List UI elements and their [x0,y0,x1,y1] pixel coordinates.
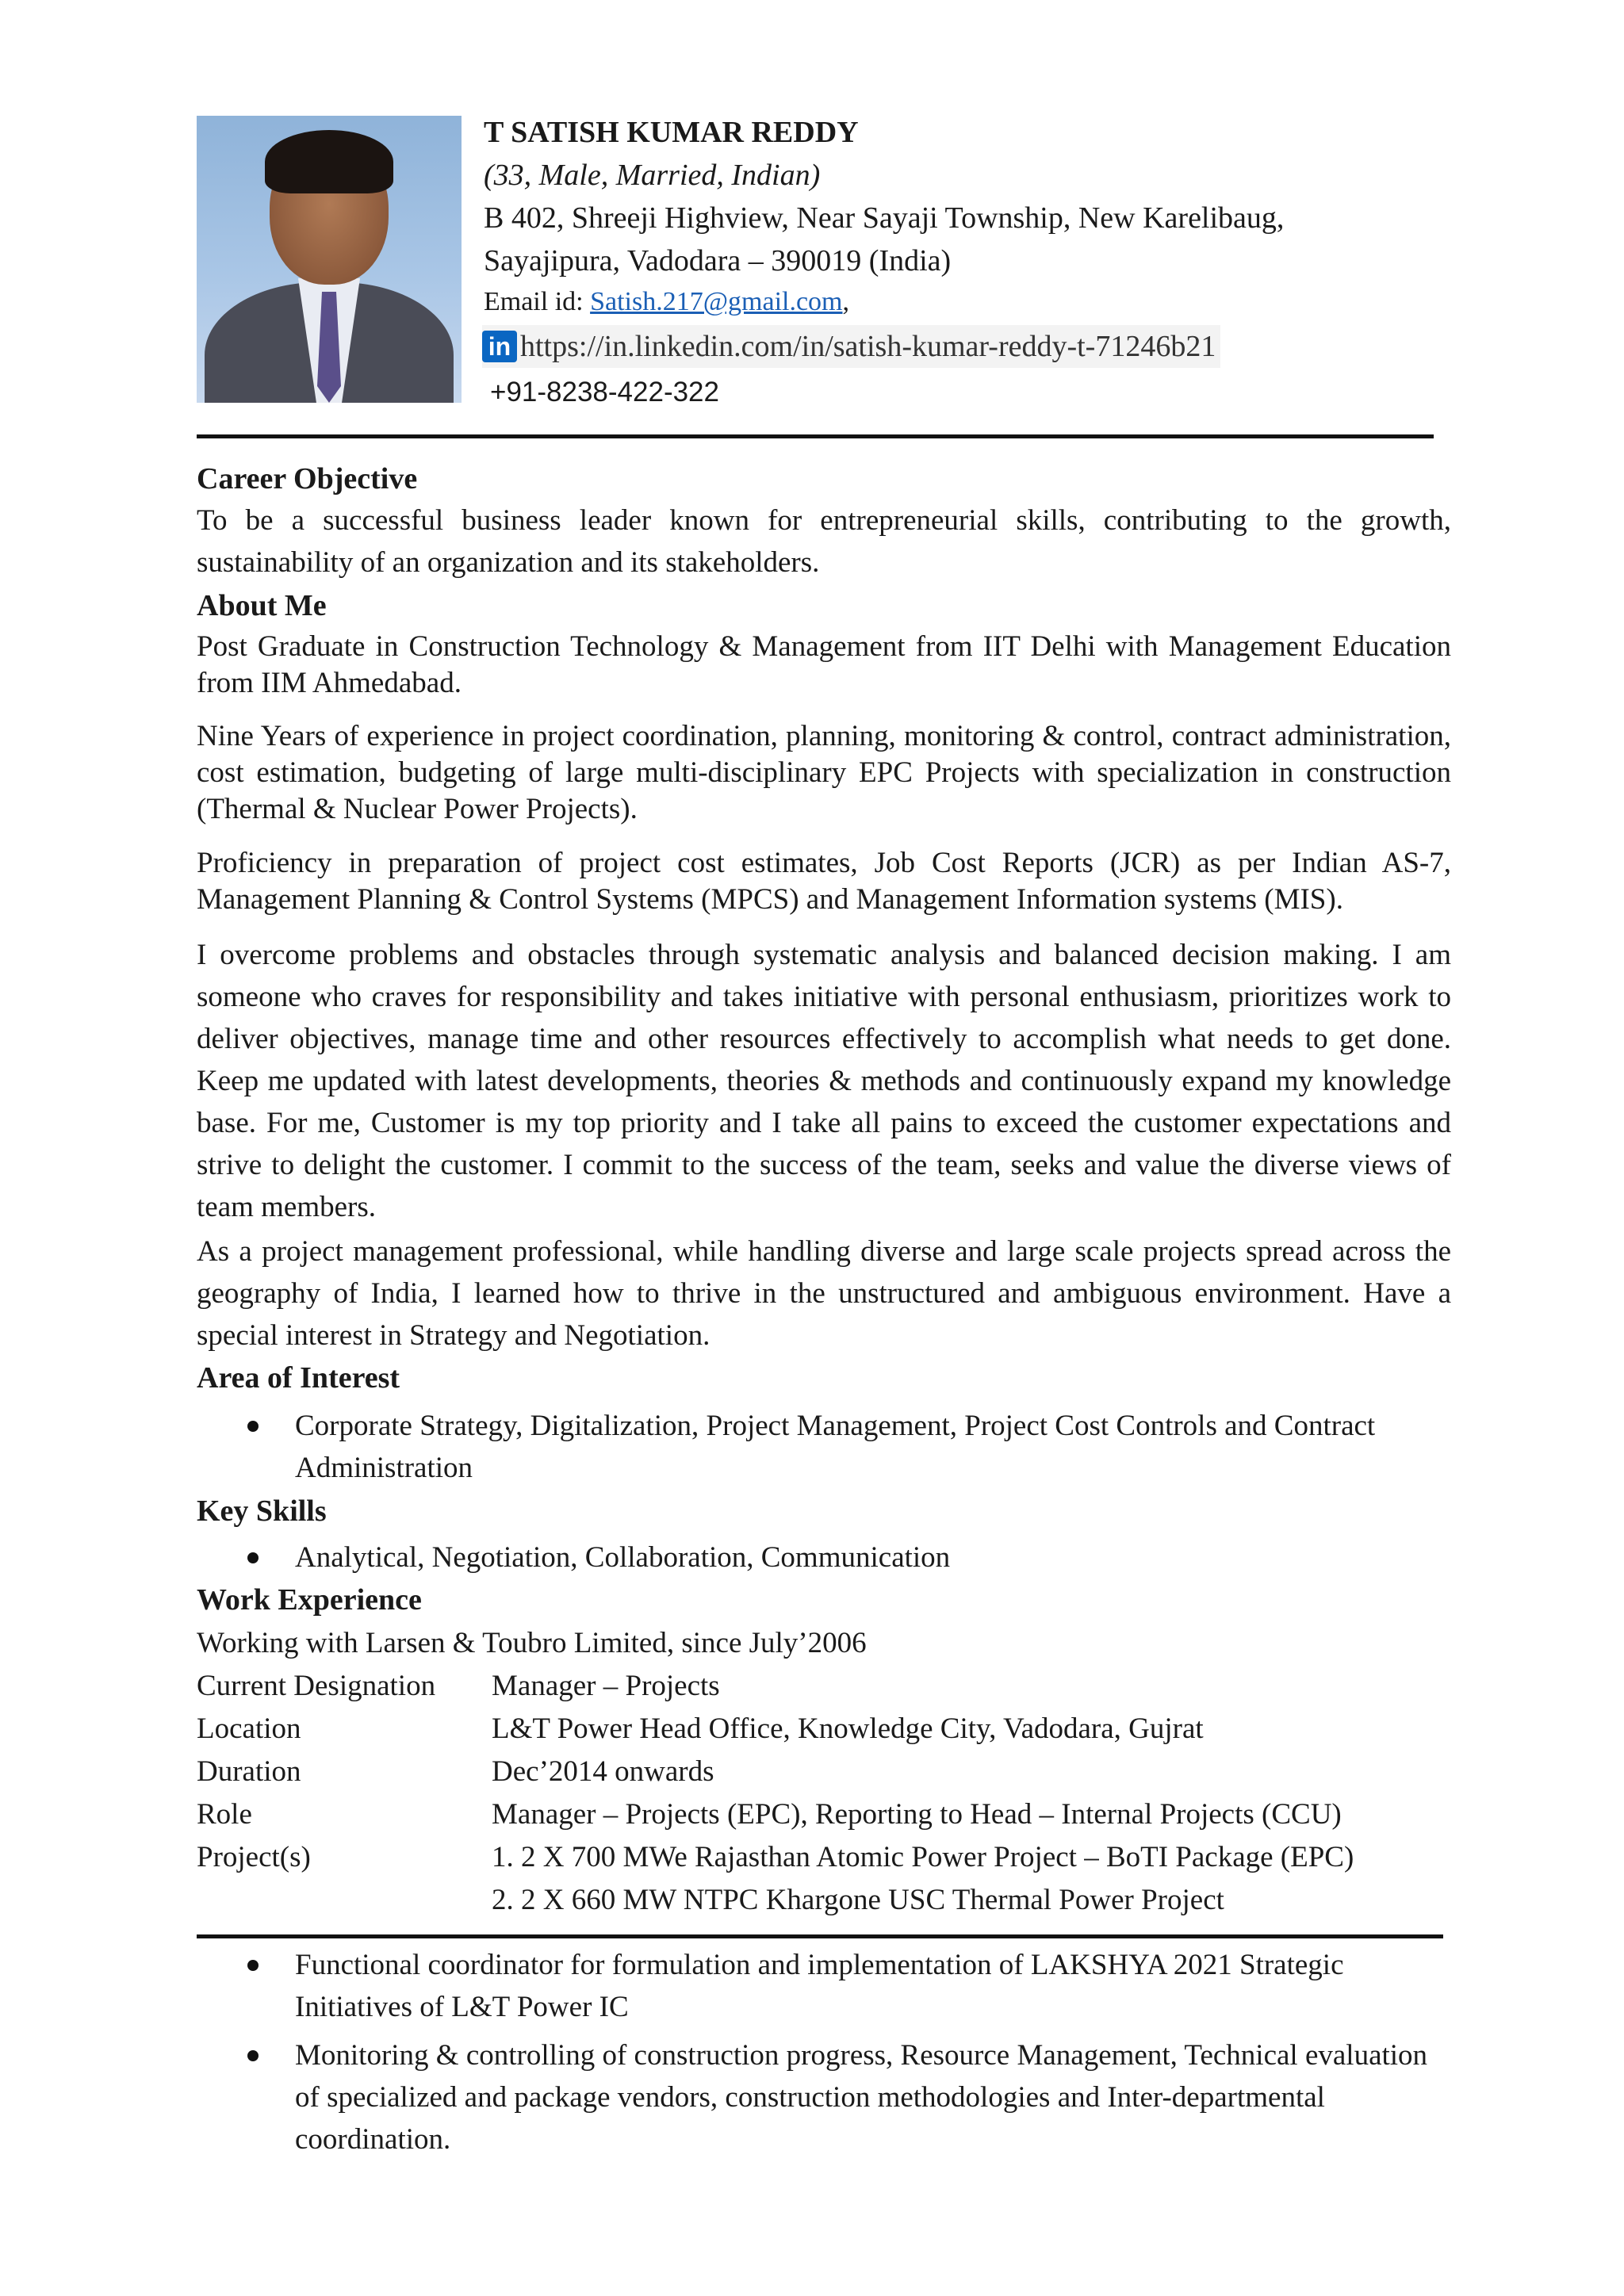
bullet-icon [247,1421,259,1432]
candidate-name: T SATISH KUMAR REDDY [484,116,859,149]
about-me-heading: About Me [197,589,327,622]
row-label: Project(s) [197,1841,311,1873]
row-label: Duration [197,1755,301,1788]
row-value: 1. 2 X 700 MWe Rajasthan Atomic Power Project – BoTI Package (EPC) [492,1841,1354,1873]
bullet-icon [247,1960,259,1971]
career-objective-text: To be a successful business leader known for entrepreneurial skills, contributing to the growth, sustainability of an organization and its stakeholders. [197,504,1451,579]
career-objective-heading: Career Objective [197,462,418,496]
linkedin-line [482,325,1220,368]
linkedin-url[interactable]: https://in.linkedin.com/in/satish-kumar-reddy-t-71246b21 [520,330,1216,363]
bullet-icon [247,2050,259,2061]
address-line-2: Sayajipura, Vadodara – 390019 (India) [484,244,952,277]
row-label: Role [197,1798,252,1831]
linkedin-icon: in [482,331,517,362]
key-skills-heading: Key Skills [197,1494,327,1528]
experience-divider [197,1934,1443,1938]
bullet-icon [247,1552,259,1563]
list-item-text: Monitoring & controlling of construction progress, Resource Management, Technical evaluation of specialized and package vendors, construction methodologies and Inter-departmental coordination. [295,2039,1428,2156]
email-label: Email id: [484,287,591,316]
about-me-paragraph-2: Nine Years of experience in project coordination, planning, monitoring & control, contract administration, cost estimation, budgeting of large multi-disciplinary EPC Projects with specialization in construction (Thermal & Nuclear Power Projects). [197,720,1451,825]
row-value: Manager – Projects [492,1670,720,1702]
email-line [484,282,849,322]
area-of-interest-heading: Area of Interest [197,1361,400,1395]
about-me-paragraph-5: As a project management professional, while handling diverse and large scale projects spread across the geography of India, I learned how to thrive in the unstructured and ambiguous environment. Have a special interest in Strategy and Negotiation. [197,1235,1451,1352]
work-experience-heading: Work Experience [197,1583,422,1617]
row-label: Location [197,1712,301,1745]
list-item-text: Functional coordinator for formulation and implementation of LAKSHYA 2021 Strategic Initiatives of L&T Power IC [295,1949,1344,2023]
row-value: 2. 2 X 660 MW NTPC Khargone USC Thermal Power Project [492,1884,1224,1916]
personal-details: (33, Male, Married, Indian) [484,159,821,192]
row-value: Manager – Projects (EPC), Reporting to Head – Internal Projects (CCU) [492,1798,1342,1831]
row-label: Current Designation [197,1670,436,1702]
row-value: Dec’2014 onwards [492,1755,714,1788]
list-item-text: Corporate Strategy, Digitalization, Project Management, Project Cost Controls and Contract Administration [295,1410,1376,1484]
email-suffix: , [842,287,849,316]
header-divider [197,434,1434,438]
list-item-text: Analytical, Negotiation, Collaboration, Communication [295,1541,951,1574]
profile-photo [197,116,462,403]
about-me-paragraph-1: Post Graduate in Construction Technology & Management from IIT Delhi with Management Education from IIM Ahmedabad. [197,630,1451,699]
email-link[interactable]: Satish.217@gmail.com [590,287,843,316]
employer-statement: Working with Larsen & Toubro Limited, since July’2006 [197,1627,867,1659]
about-me-paragraph-3: Proficiency in preparation of project cost estimates, Job Cost Reports (JCR) as per Indian AS-7, Management Planning & Control Systems (MPCS) and Management Information systems (MIS). [197,847,1451,916]
address-line-1: B 402, Shreeji Highview, Near Sayaji Township, New Karelibaug, [484,201,1285,235]
row-value: L&T Power Head Office, Knowledge City, Vadodara, Gujrat [492,1712,1204,1745]
about-me-paragraph-4: I overcome problems and obstacles through systematic analysis and balanced decision making. I am someone who craves for responsibility and takes initiative with personal enthusiasm, prioritizes work to deliver objectives, manage time and other resources effectively to accomplish what needs to get done. Keep me updated with latest developments, theories & methods and continuously expand my knowledge base. For me, Customer is my top priority and I take all pains to exceed the customer expectations and strive to delight the customer. I commit to the success of the team, seeks and value the diverse views of team members. [197,939,1451,1223]
phone-number: +91-8238-422-322 [490,377,719,408]
